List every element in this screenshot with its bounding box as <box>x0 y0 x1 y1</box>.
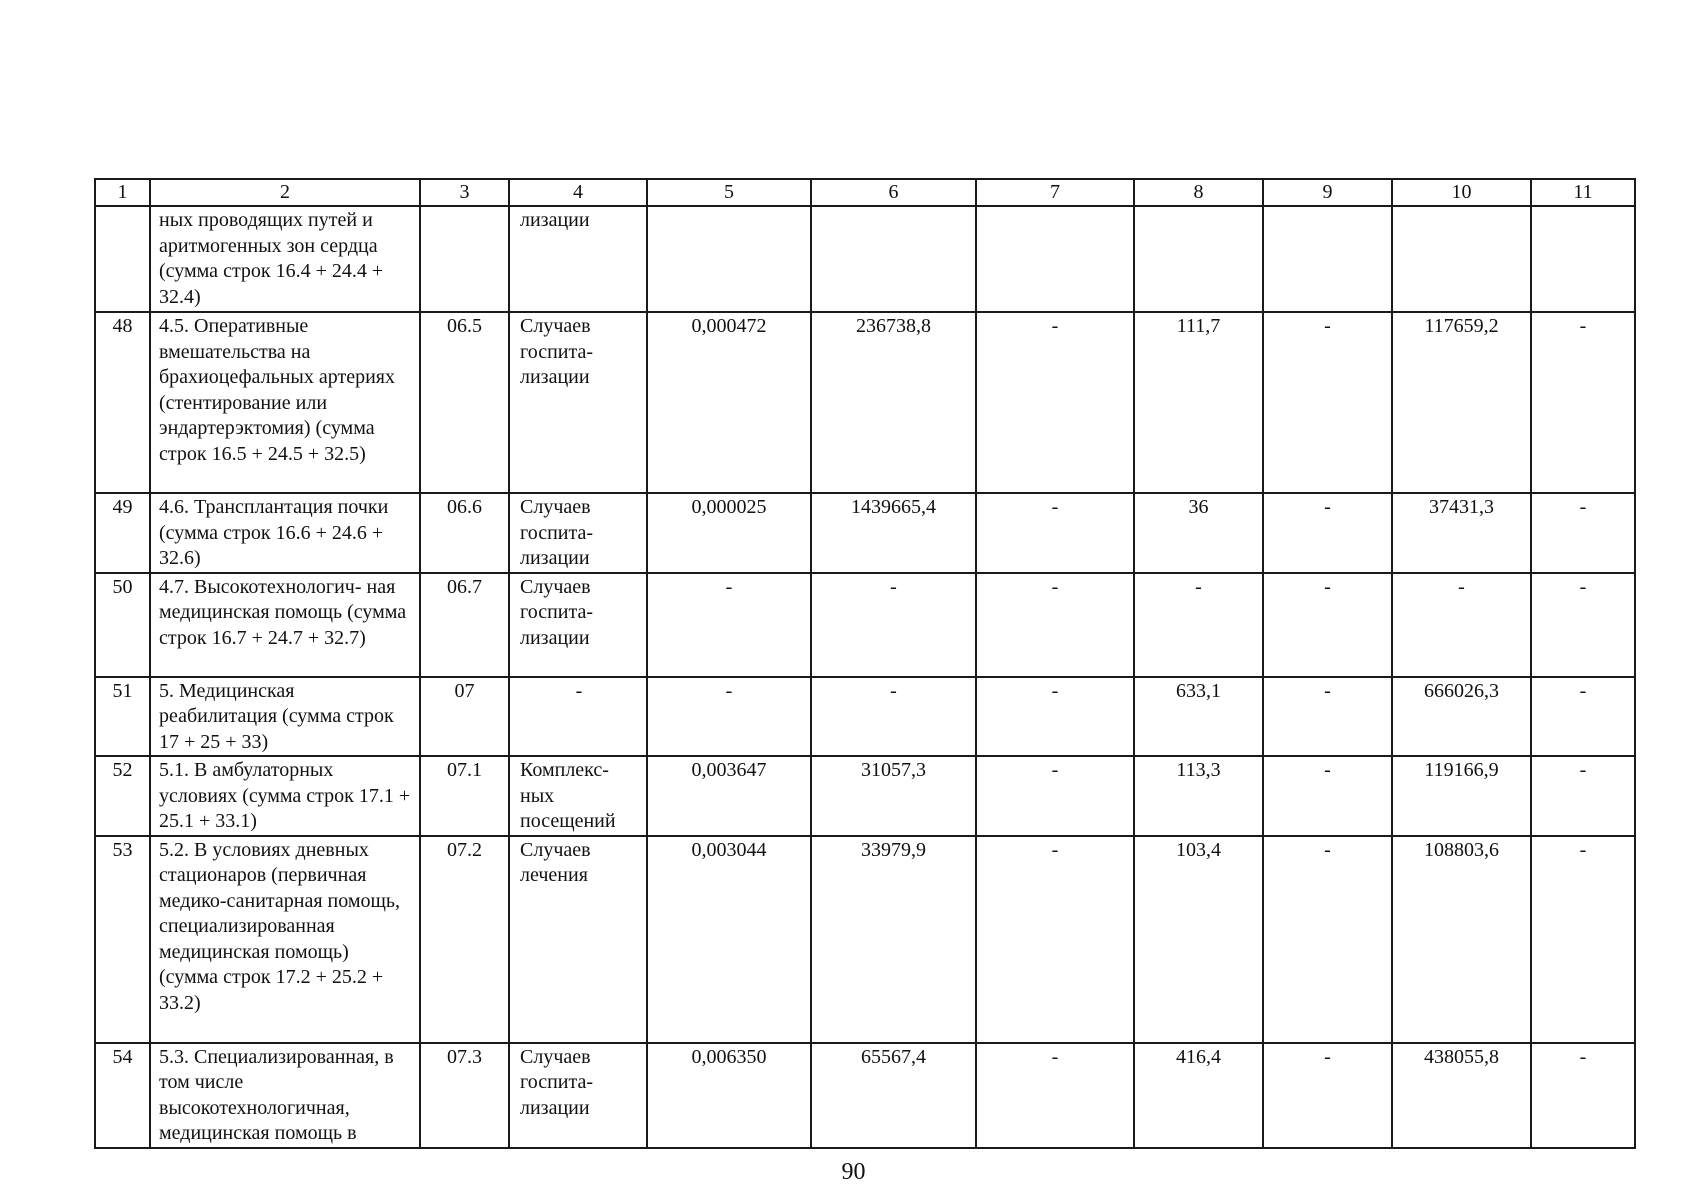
value-cell: 666026,3 <box>1392 677 1531 757</box>
value-cell: - <box>1263 493 1392 573</box>
row-code: 06.5 <box>420 312 509 493</box>
table-row <box>95 573 1635 677</box>
value-cell: 236738,8 <box>811 312 976 493</box>
indicator-name: 5.3. Специализированная, в том числе высокотехнологичная, медицинская помощь в <box>150 1043 420 1148</box>
column-header: 11 <box>1531 179 1635 206</box>
table-row <box>95 312 1635 493</box>
indicator-name: 4.5. Оперативные вмешательства на брахиоцефальных артериях (стентирование или эндартерэктомия) (сумма строк 16.5 + 24.5 + 32.5) <box>150 312 420 493</box>
value-cell: - <box>811 573 976 677</box>
value-cell: - <box>976 677 1134 757</box>
value-cell <box>647 206 811 312</box>
value-cell: 31057,3 <box>811 756 976 836</box>
unit-of-measure: Случаев лечения <box>509 836 647 1043</box>
value-cell: 108803,6 <box>1392 836 1531 1043</box>
value-cell: - <box>647 573 811 677</box>
unit-of-measure: Случаев госпита- лизации <box>509 1043 647 1148</box>
value-cell: 111,7 <box>1134 312 1263 493</box>
column-header: 1 <box>95 179 150 206</box>
value-cell <box>811 206 976 312</box>
page-number: 90 <box>841 1159 866 1185</box>
value-cell: - <box>976 573 1134 677</box>
value-cell: - <box>1531 677 1635 757</box>
value-cell: - <box>976 312 1134 493</box>
value-cell: - <box>1531 756 1635 836</box>
row-code: 07.3 <box>420 1043 509 1148</box>
value-cell: 0,003647 <box>647 756 811 836</box>
table-row <box>95 677 1635 757</box>
column-header: 10 <box>1392 179 1531 206</box>
value-cell: - <box>811 677 976 757</box>
value-cell: - <box>1263 1043 1392 1148</box>
value-cell: 0,000025 <box>647 493 811 573</box>
unit-of-measure: - <box>509 677 647 757</box>
value-cell: - <box>976 493 1134 573</box>
row-number: 49 <box>95 493 150 573</box>
data-table <box>94 178 1636 1149</box>
row-number: 50 <box>95 573 150 677</box>
row-code: 06.6 <box>420 493 509 573</box>
value-cell: 0,000472 <box>647 312 811 493</box>
column-header: 6 <box>811 179 976 206</box>
row-number <box>95 206 150 312</box>
table-row <box>95 206 1635 312</box>
row-number: 53 <box>95 836 150 1043</box>
value-cell: - <box>1263 573 1392 677</box>
value-cell: - <box>647 677 811 757</box>
value-cell: - <box>976 836 1134 1043</box>
indicator-name: 5.2. В условиях дневных стационаров (первичная медико-санитарная помощь, специализированная медицинская помощь) (сумма строк 17.2 + 25.2 + 33.2) <box>150 836 420 1043</box>
value-cell: - <box>1263 836 1392 1043</box>
value-cell: 113,3 <box>1134 756 1263 836</box>
value-cell: 103,4 <box>1134 836 1263 1043</box>
value-cell: - <box>1263 756 1392 836</box>
column-header: 2 <box>150 179 420 206</box>
value-cell: 119166,9 <box>1392 756 1531 836</box>
indicator-name: 4.6. Трансплантация почки (сумма строк 16.6 + 24.6 + 32.6) <box>150 493 420 573</box>
unit-of-measure: Случаев госпита- лизации <box>509 573 647 677</box>
column-header: 3 <box>420 179 509 206</box>
value-cell: 37431,3 <box>1392 493 1531 573</box>
table-row <box>95 493 1635 573</box>
value-cell <box>1134 206 1263 312</box>
value-cell: - <box>1263 677 1392 757</box>
value-cell <box>976 206 1134 312</box>
table-row <box>95 1043 1635 1148</box>
value-cell: 117659,2 <box>1392 312 1531 493</box>
value-cell: 33979,9 <box>811 836 976 1043</box>
indicator-name: 4.7. Высокотехнологич- ная медицинская помощь (сумма строк 16.7 + 24.7 + 32.7) <box>150 573 420 677</box>
value-cell <box>1531 206 1635 312</box>
value-cell: 416,4 <box>1134 1043 1263 1148</box>
indicator-name: ных проводящих путей и аритмогенных зон сердца (сумма строк 16.4 + 24.4 + 32.4) <box>150 206 420 312</box>
value-cell: - <box>1263 312 1392 493</box>
value-cell: 0,006350 <box>647 1043 811 1148</box>
value-cell: - <box>1531 836 1635 1043</box>
value-cell: 1439665,4 <box>811 493 976 573</box>
column-header: 9 <box>1263 179 1392 206</box>
row-number: 51 <box>95 677 150 757</box>
value-cell: - <box>1531 573 1635 677</box>
table-row <box>95 836 1635 1043</box>
value-cell: - <box>1392 573 1531 677</box>
column-header: 7 <box>976 179 1134 206</box>
value-cell: 438055,8 <box>1392 1043 1531 1148</box>
value-cell <box>1392 206 1531 312</box>
value-cell: 36 <box>1134 493 1263 573</box>
row-code: 07 <box>420 677 509 757</box>
value-cell <box>1263 206 1392 312</box>
value-cell: - <box>976 1043 1134 1148</box>
indicator-name: 5.1. В амбулаторных условиях (сумма строк 17.1 + 25.1 + 33.1) <box>150 756 420 836</box>
row-code: 06.7 <box>420 573 509 677</box>
value-cell: - <box>1531 312 1635 493</box>
value-cell: - <box>976 756 1134 836</box>
value-cell: - <box>1134 573 1263 677</box>
value-cell: 633,1 <box>1134 677 1263 757</box>
row-number: 52 <box>95 756 150 836</box>
column-header: 8 <box>1134 179 1263 206</box>
row-code: 07.2 <box>420 836 509 1043</box>
row-number: 48 <box>95 312 150 493</box>
unit-of-measure: Случаев госпита- лизации <box>509 493 647 573</box>
unit-of-measure: Случаев госпита- лизации <box>509 312 647 493</box>
row-code: 07.1 <box>420 756 509 836</box>
row-code <box>420 206 509 312</box>
value-cell: 65567,4 <box>811 1043 976 1148</box>
value-cell: 0,003044 <box>647 836 811 1043</box>
value-cell: - <box>1531 493 1635 573</box>
unit-of-measure: лизации <box>509 206 647 312</box>
table-row <box>95 756 1635 836</box>
value-cell: - <box>1531 1043 1635 1148</box>
unit-of-measure: Комплекс- ных посещений <box>509 756 647 836</box>
column-header: 5 <box>647 179 811 206</box>
indicator-name: 5. Медицинская реабилитация (сумма строк 17 + 25 + 33) <box>150 677 420 757</box>
column-header: 4 <box>509 179 647 206</box>
column-number-row <box>95 179 1635 206</box>
row-number: 54 <box>95 1043 150 1148</box>
